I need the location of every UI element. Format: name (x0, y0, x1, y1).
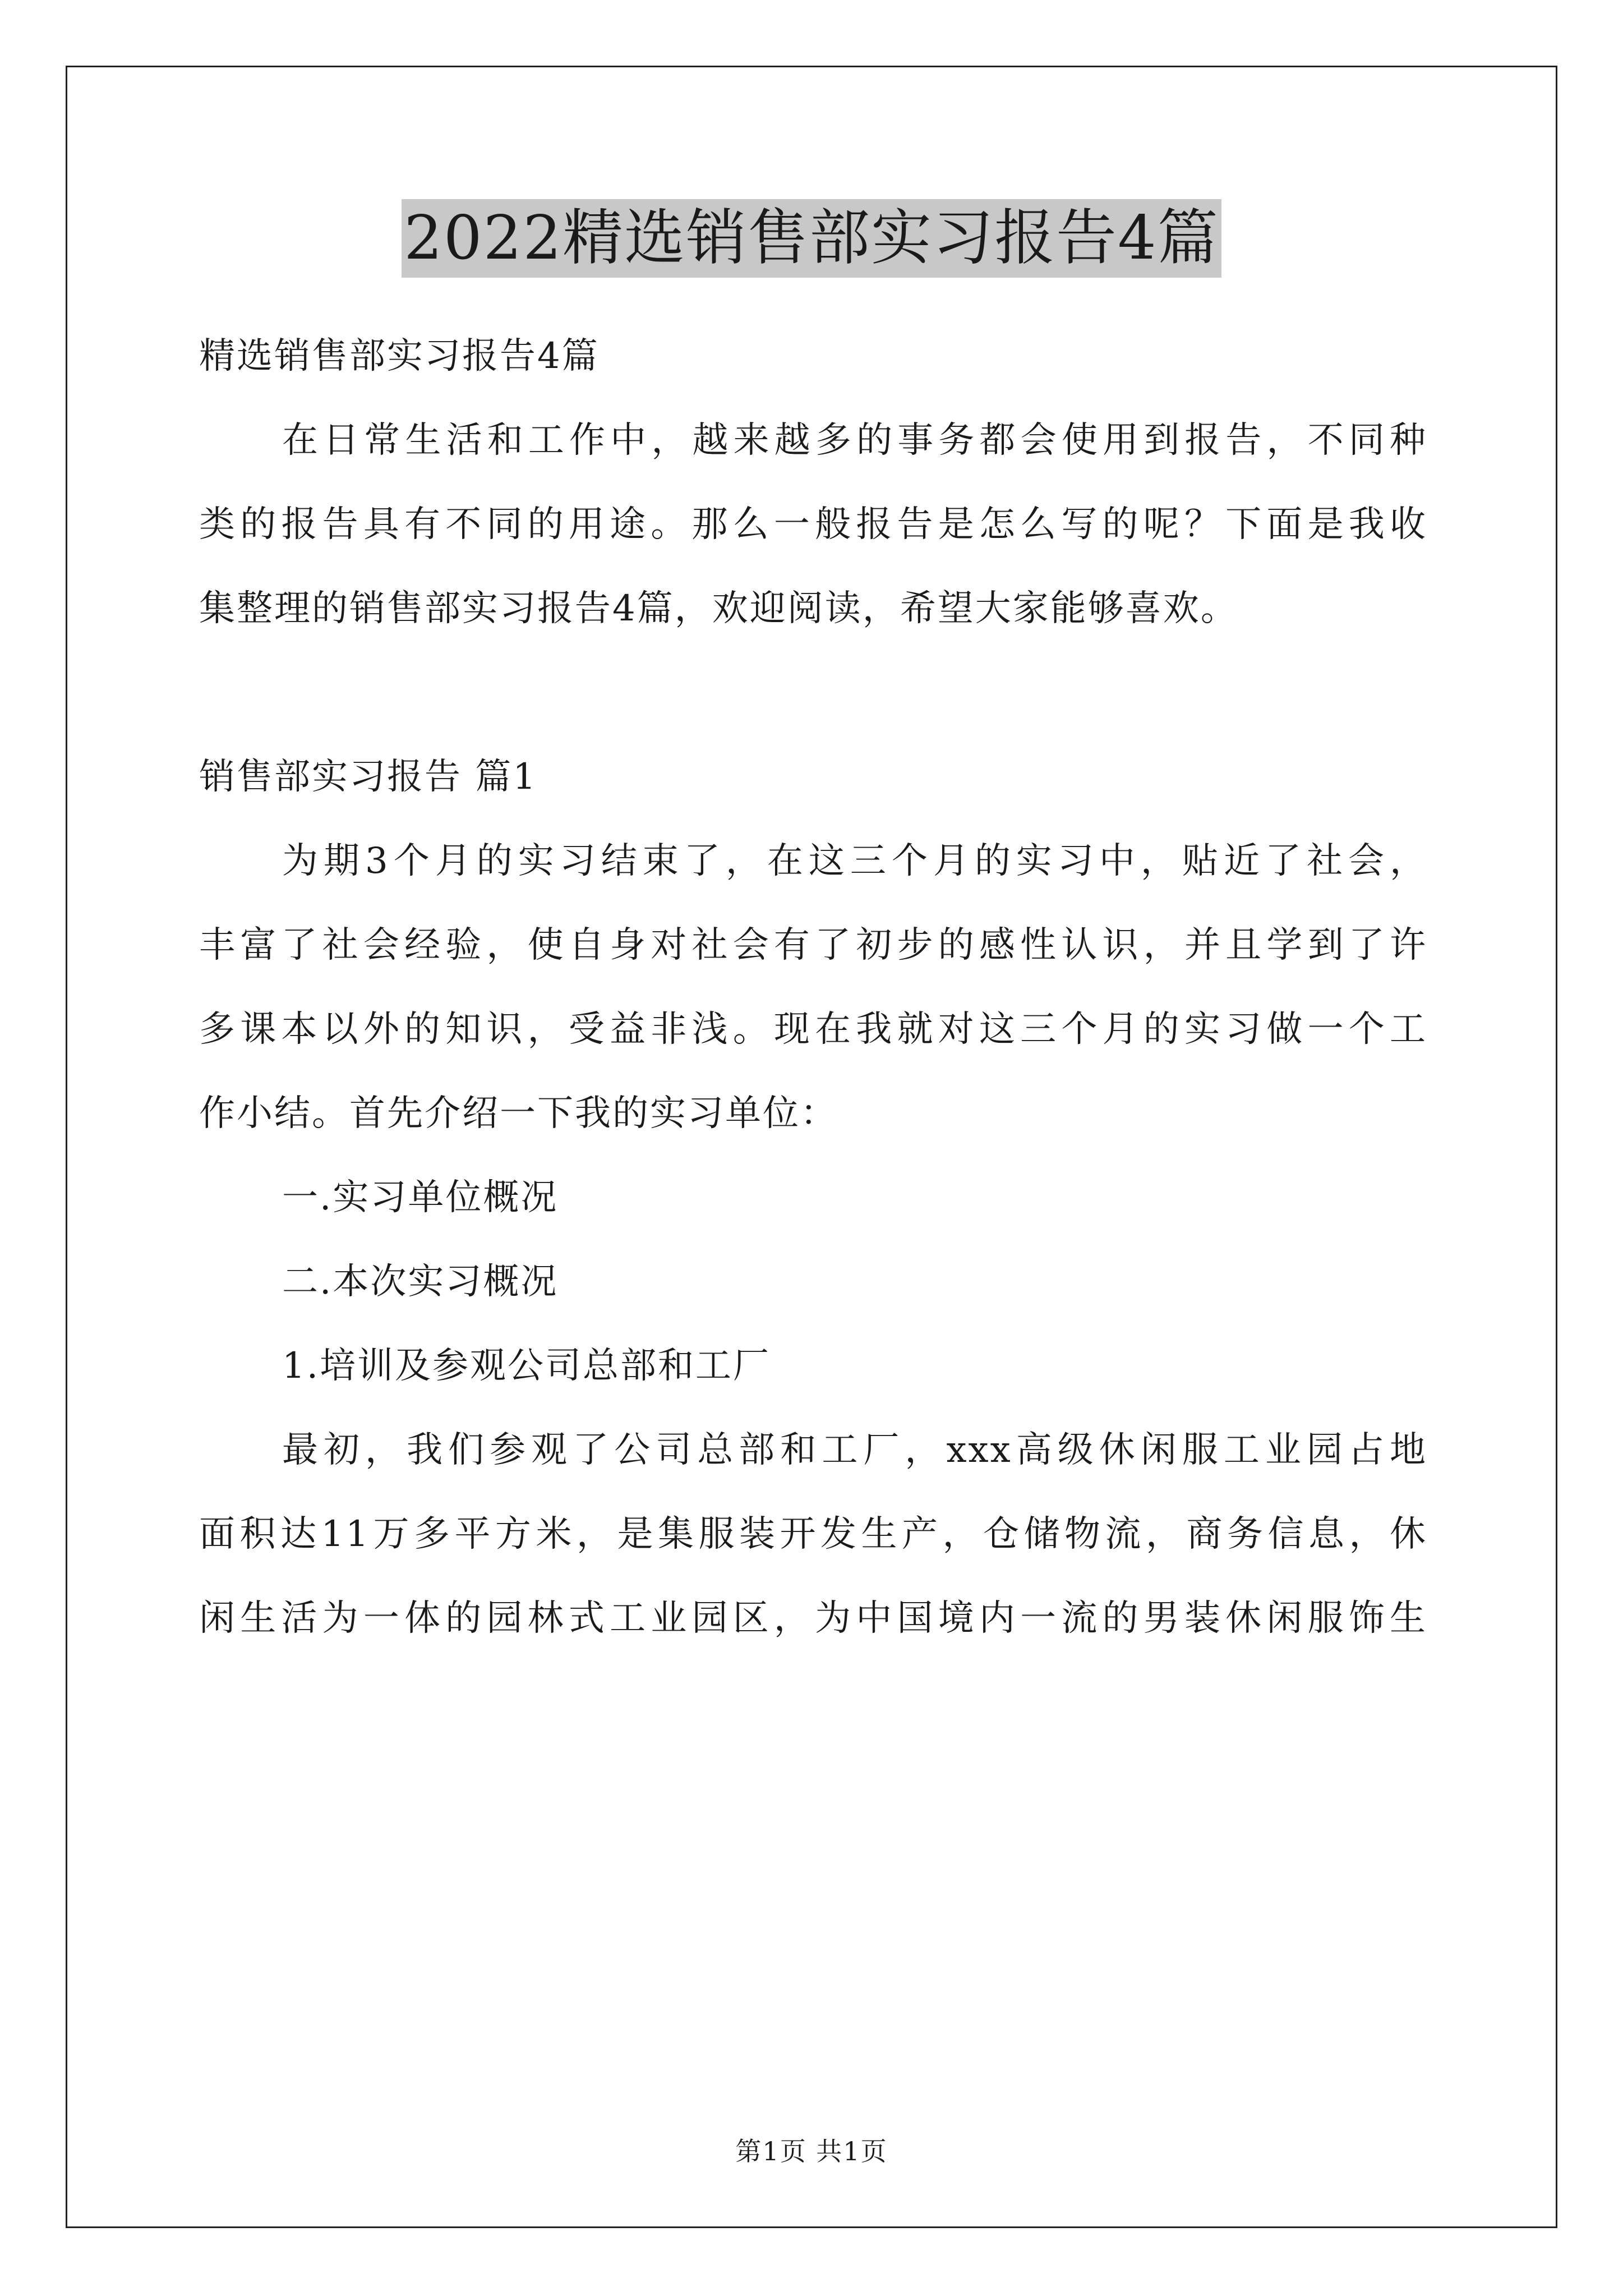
para1-line: 多课本以外的知识，受益非浅。现在我就对这三个月的实习做一个工 (199, 1009, 1427, 1050)
page-footer: 第1页 共1页 (735, 2136, 888, 2166)
outline-item: 一.实习单位概况 (282, 1177, 559, 1218)
outline-item: 1.培训及参观公司总部和工厂 (282, 1345, 771, 1387)
section-heading: 销售部实习报告 篇1 (199, 756, 538, 798)
para1-line: 为期3个月的实习结束了，在这三个月的实习中，贴近了社会， (282, 840, 1427, 882)
intro-line: 在日常生活和工作中，越来越多的事务都会使用到报告，不同种 (282, 420, 1427, 461)
para2-line: 面积达11万多平方米，是集服装开发生产，仓储物流，商务信息，休 (199, 1513, 1427, 1555)
outline-item: 二.本次实习概况 (282, 1261, 559, 1303)
document-subtitle: 精选销售部实习报告4篇 (199, 335, 600, 377)
title-container (0, 199, 1623, 278)
para1-line: 作小结。首先介绍一下我的实习单位： (199, 1093, 838, 1134)
intro-line: 集整理的销售部实习报告4篇，欢迎阅读，希望大家能够喜欢。 (199, 588, 1238, 629)
paragraph-gap (199, 651, 1427, 735)
document-title: 2022精选销售部实习报告4篇 (402, 199, 1221, 278)
document-body (199, 314, 1427, 1660)
para2-line: 闲生活为一体的园林式工业园区，为中国境内一流的男装休闲服饰生 (199, 1598, 1427, 1639)
para1-line: 丰富了社会经验，使自身对社会有了初步的感性认识，并且学到了许 (199, 924, 1427, 966)
para2-line: 最初，我们参观了公司总部和工厂，xxx高级休闲服工业园占地 (282, 1429, 1427, 1471)
intro-line: 类的报告具有不同的用途。那么一般报告是怎么写的呢？下面是我收 (199, 504, 1427, 545)
